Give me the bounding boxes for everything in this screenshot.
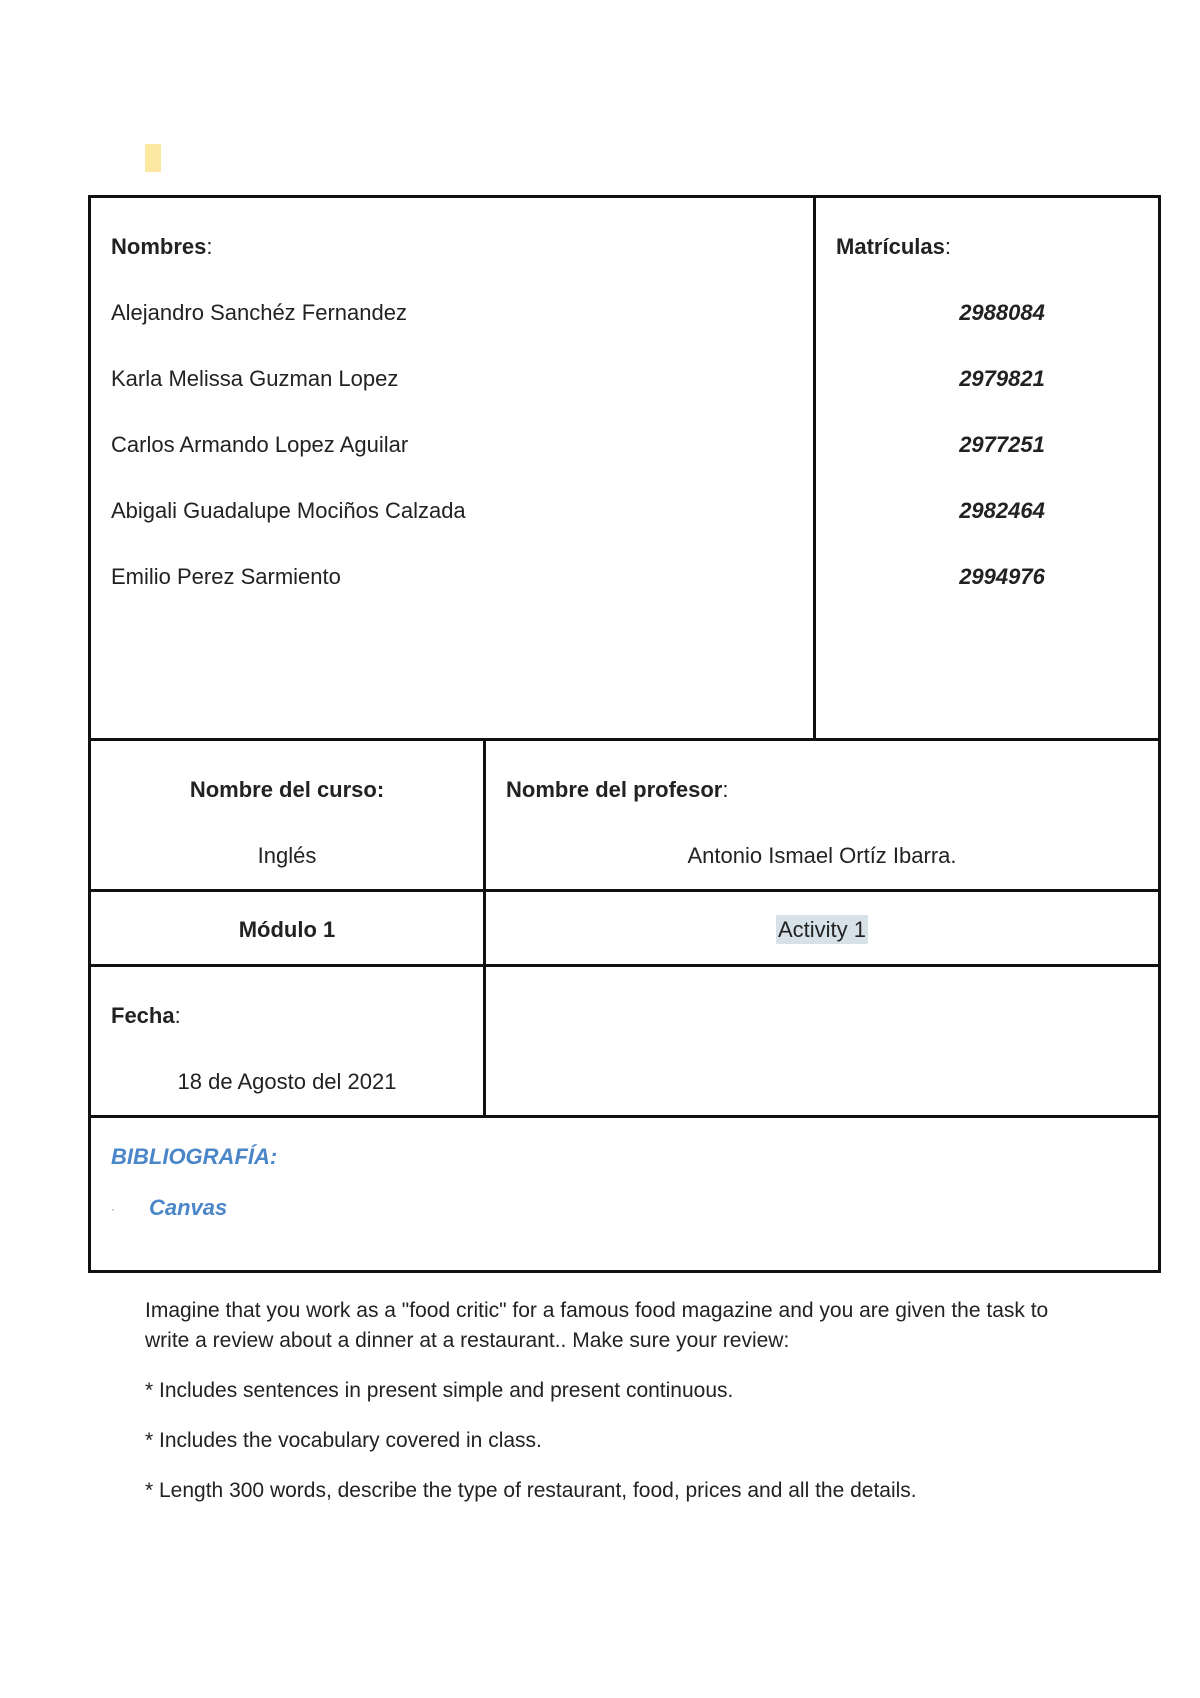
- instruction-item: * Length 300 words, describe the type of restaurant, food, prices and all the details.: [145, 1479, 917, 1502]
- module-label: Módulo 1: [238, 917, 336, 942]
- names-label: Nombres: [111, 234, 207, 259]
- course-label: Nombre del curso:: [189, 777, 385, 802]
- student-id: 2982464: [959, 498, 1045, 523]
- bibliography-row: [90, 1117, 1160, 1272]
- course-row: [90, 740, 1160, 891]
- date-label: Fecha: [111, 1003, 175, 1028]
- instructions: [145, 1296, 1065, 1526]
- names-cell: [90, 197, 815, 740]
- instruction-item: * Includes the vocabulary covered in class.: [145, 1429, 542, 1452]
- instruction-item: * Includes sentences in present simple and present continuous.: [145, 1379, 734, 1402]
- module-row: [90, 891, 1160, 966]
- instructions-intro: Imagine that you work as a "food critic" for a famous food magazine and you are given the task to write a review about a dinner at a restaurant.. Make sure your review:: [145, 1299, 1049, 1352]
- professor-value: Antonio Ismael Ortíz Ibarra.: [687, 843, 957, 868]
- empty-cell: [485, 966, 1160, 1117]
- module-cell: [90, 891, 485, 966]
- professor-heading: Nombre del profesor:: [506, 777, 729, 802]
- course-value: Inglés: [257, 843, 317, 868]
- student-id: 2994976: [959, 564, 1045, 589]
- activity-cell: [485, 891, 1160, 966]
- highlight-mark: [145, 144, 161, 172]
- student-id: 2977251: [959, 432, 1045, 457]
- student-id: 2988084: [959, 300, 1045, 325]
- student-name: Abigali Guadalupe Mociños Calzada: [111, 498, 466, 523]
- activity-label: Activity 1: [777, 917, 867, 942]
- activity-line: [506, 892, 1138, 964]
- date-row: [90, 966, 1160, 1117]
- ids-heading: Matrículas:: [836, 234, 951, 259]
- ids-label: Matrículas: [836, 234, 945, 259]
- student-id: 2979821: [959, 366, 1045, 391]
- bibliography-item-text: Canvas: [149, 1195, 228, 1220]
- professor-cell: [485, 740, 1160, 891]
- bibliography-item: [111, 1182, 1138, 1236]
- date-heading: Fecha:: [111, 1003, 181, 1028]
- student-name: Emilio Perez Sarmiento: [111, 564, 341, 589]
- professor-label: Nombre del profesor: [506, 777, 723, 802]
- bibliography-cell: [90, 1117, 1160, 1272]
- names-heading: Nombres:: [111, 234, 213, 259]
- cover-table: [88, 195, 1161, 1273]
- student-name: Karla Melissa Guzman Lopez: [111, 366, 399, 391]
- students-row: [90, 197, 1160, 740]
- student-name: Alejandro Sanchéz Fernandez: [111, 300, 407, 325]
- date-cell: [90, 966, 485, 1117]
- bullet-icon: ·: [111, 1202, 115, 1217]
- course-cell: [90, 740, 485, 891]
- student-name: Carlos Armando Lopez Aguilar: [111, 432, 409, 457]
- bibliography-title: BIBLIOGRAFÍA:: [111, 1144, 278, 1169]
- date-value: 18 de Agosto del 2021: [177, 1069, 397, 1094]
- ids-cell: [815, 197, 1160, 740]
